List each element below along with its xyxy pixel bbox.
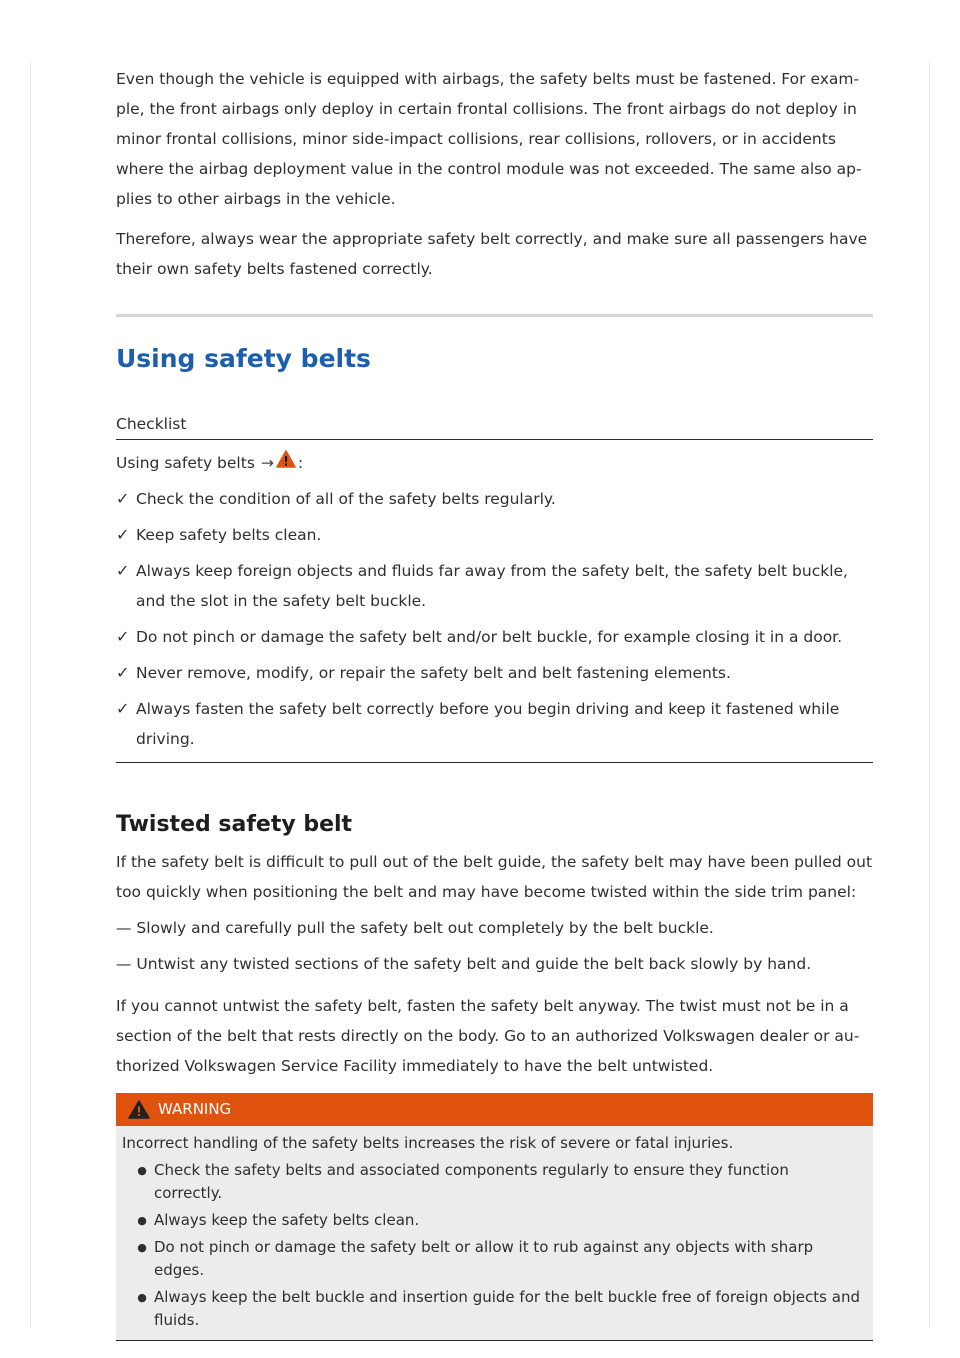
section-title: Using safety belts: [116, 344, 371, 373]
warning-triangle-icon: [128, 1100, 150, 1119]
warning-body: [116, 1126, 873, 1340]
section-divider: [116, 314, 873, 317]
bullet-icon: ●: [137, 1214, 147, 1227]
arrow-right-icon[interactable]: →: [260, 454, 274, 472]
warning-bottom-rule: [116, 1340, 873, 1341]
step-list: [116, 913, 873, 979]
checklist-item: ✓ Always keep foreign objects and fluids far away from the safety belt, the safety belt buckle, and the slot in the safety belt buckle.: [116, 556, 873, 616]
checkmark-icon: ✓: [116, 525, 130, 544]
warning-bullet: ● Check the safety belts and associated components regularly to ensure they function correctly.: [122, 1159, 861, 1205]
checklist-item: ✓ Never remove, modify, or repair the safety belt and belt fastening elements.: [116, 658, 873, 688]
checkmark-icon: ✓: [116, 627, 130, 646]
checklist-top-rule: [116, 439, 873, 440]
step-item: — Slowly and carefully pull the safety belt out completely by the belt buckle.: [116, 919, 714, 937]
checklist-bottom-rule: [116, 762, 873, 763]
checkmark-icon: ✓: [116, 663, 130, 682]
intro-paragraph-1: Even though the vehicle is equipped with airbags, the safety belts must be fastened. For exam-ple, the front airbags only deploy in certain frontal collisions. The front airbags do not deploy in minor frontal collisions, minor side-impact collisions, rear collisions, rollovers, or in accidents where the airbag deployment value in the control module was not exceeded. The same also ap-plies to other airbags in the vehicle.: [116, 70, 862, 208]
checklist-item: ✓ Check the condition of all of the safety belts regularly.: [116, 484, 873, 514]
warning-bullet: ● Always keep the belt buckle and insertion guide for the belt buckle free of foreign objects and fluids.: [122, 1286, 861, 1332]
subsection-title: Twisted safety belt: [116, 812, 353, 837]
checklist-items: [116, 484, 873, 754]
twisted-paragraph-2: If you cannot untwist the safety belt, fasten the safety belt anyway. The twist must not be in a section of the belt that rests directly on the body. Go to an authorized Volkswagen dealer or au-thorized Volkswagen Service Facility immediately to have the belt untwisted.: [116, 997, 860, 1075]
warning-header: [116, 1093, 873, 1126]
warning-bullet: ● Always keep the safety belts clean.: [122, 1209, 861, 1232]
bullet-icon: ●: [137, 1291, 147, 1304]
checkmark-icon: ✓: [116, 699, 130, 718]
twisted-paragraph-1: If the safety belt is difficult to pull out of the belt guide, the safety belt may have been pulled out too quickly when positioning the belt and may have become twisted within the side trim panel:: [116, 853, 873, 901]
step-item: — Untwist any twisted sections of the safety belt and guide the belt back slowly by hand.: [116, 955, 812, 973]
bullet-icon: ●: [137, 1241, 147, 1254]
left-margin-line: [30, 62, 31, 1327]
warning-box: [116, 1093, 873, 1341]
checklist-intro-text: Using safety belts: [116, 454, 255, 472]
checklist-label: Checklist: [116, 415, 187, 433]
checklist-item: ✓ Keep safety belts clean.: [116, 520, 873, 550]
warning-triangle-icon[interactable]: [276, 448, 296, 478]
intro-paragraph-2: Therefore, always wear the appropriate safety belt correctly, and make sure all passengers have their own safety belts fastened correctly.: [116, 230, 868, 278]
checklist-intro: [116, 448, 873, 478]
checklist-item: ✓ Always fasten the safety belt correctly before you begin driving and keep it fastened while driving.: [116, 694, 873, 754]
right-margin-line: [929, 62, 930, 1327]
warning-heading: WARNING: [158, 1100, 232, 1118]
warning-lead: Incorrect handling of the safety belts increases the risk of severe or fatal injuries.: [122, 1134, 734, 1152]
checkmark-icon: ✓: [116, 489, 130, 508]
page-content: [116, 64, 873, 1341]
bullet-icon: ●: [137, 1164, 147, 1177]
checklist-item: ✓ Do not pinch or damage the safety belt and/or belt buckle, for example closing it in a door.: [116, 622, 873, 652]
warning-bullet: ● Do not pinch or damage the safety belt or allow it to rub against any objects with sharp edges.: [122, 1236, 861, 1282]
checkmark-icon: ✓: [116, 561, 130, 580]
checklist-intro-colon: :: [297, 454, 304, 472]
